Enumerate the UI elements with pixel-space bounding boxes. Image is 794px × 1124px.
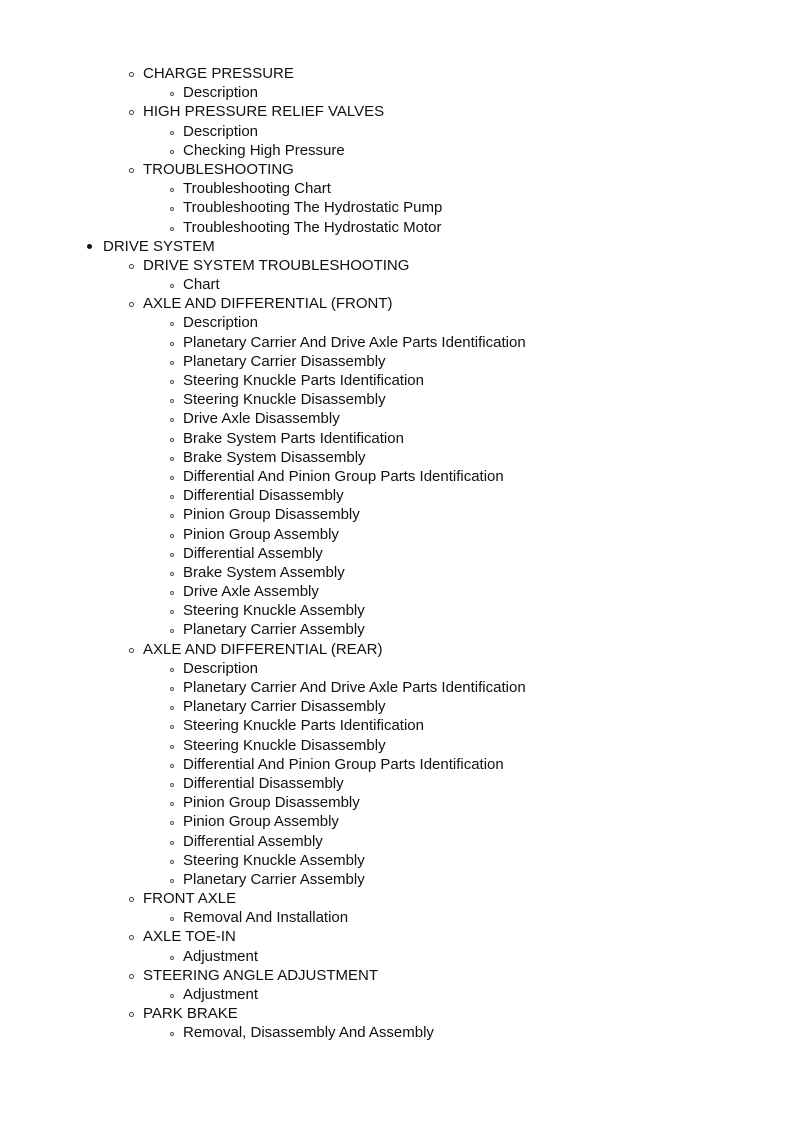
toc-entry-label: Removal, Disassembly And Assembly	[183, 1024, 434, 1042]
toc-subsection	[0, 64, 794, 83]
toc-entry-label: Steering Knuckle Disassembly	[183, 391, 386, 409]
toc-entry	[0, 83, 794, 102]
toc-entry	[0, 851, 794, 870]
toc-entry-label: Differential Disassembly	[183, 774, 344, 792]
toc-entry-label: Differential Assembly	[183, 544, 323, 562]
toc-entry	[0, 985, 794, 1004]
circle-bullet-icon	[170, 841, 174, 845]
toc-entry	[0, 908, 794, 927]
circle-bullet-icon	[170, 476, 174, 480]
toc-subsection	[0, 160, 794, 179]
circle-bullet-icon	[170, 227, 174, 231]
circle-bullet-icon	[170, 150, 174, 154]
circle-bullet-icon	[170, 92, 174, 96]
toc-entry-label: CHARGE PRESSURE	[143, 65, 294, 82]
toc-entry	[0, 352, 794, 371]
circle-bullet-icon	[129, 935, 134, 940]
circle-bullet-icon	[170, 725, 174, 729]
toc-entry-label: Checking High Pressure	[183, 141, 345, 159]
circle-bullet-icon	[170, 994, 174, 998]
toc-entry-label: Drive Axle Disassembly	[183, 410, 340, 428]
toc-entry-label: Brake System Assembly	[183, 563, 345, 581]
toc-entry	[0, 755, 794, 774]
toc-subsection	[0, 927, 794, 946]
toc-entry	[0, 582, 794, 601]
toc-entry-label: Pinion Group Assembly	[183, 813, 339, 831]
toc-subsection	[0, 256, 794, 275]
toc-entry	[0, 198, 794, 217]
toc-subsection	[0, 889, 794, 908]
toc-entry-label: Planetary Carrier Disassembly	[183, 698, 386, 716]
circle-bullet-icon	[170, 572, 174, 576]
toc-entry	[0, 620, 794, 639]
toc-entry-label: Planetary Carrier Disassembly	[183, 352, 386, 370]
circle-bullet-icon	[129, 264, 134, 269]
toc-subsection	[0, 294, 794, 313]
toc-entry	[0, 122, 794, 141]
circle-bullet-icon	[170, 821, 174, 825]
circle-bullet-icon	[170, 591, 174, 595]
circle-bullet-icon	[170, 284, 174, 288]
toc-entry-label: Steering Knuckle Assembly	[183, 851, 365, 869]
circle-bullet-icon	[170, 553, 174, 557]
circle-bullet-icon	[170, 610, 174, 614]
toc-entry	[0, 313, 794, 332]
toc-entry	[0, 697, 794, 716]
circle-bullet-icon	[170, 418, 174, 422]
toc-entry-label: AXLE AND DIFFERENTIAL (REAR)	[143, 640, 383, 658]
table-of-contents	[0, 64, 794, 1043]
toc-subsection	[0, 102, 794, 121]
toc-entry-label: DRIVE SYSTEM TROUBLESHOOTING	[143, 256, 410, 274]
circle-bullet-icon	[170, 380, 174, 384]
disc-bullet-icon	[87, 244, 92, 249]
toc-subsection	[0, 640, 794, 659]
toc-entry	[0, 218, 794, 237]
circle-bullet-icon	[170, 188, 174, 192]
circle-bullet-icon	[170, 495, 174, 499]
toc-entry	[0, 409, 794, 428]
toc-entry-label: Brake System Parts Identification	[183, 429, 404, 447]
toc-entry	[0, 716, 794, 735]
toc-entry-label: Description	[183, 84, 259, 102]
circle-bullet-icon	[170, 706, 174, 710]
toc-entry-label: Brake System Disassembly	[183, 448, 366, 466]
toc-entry-label: PARK BRAKE	[143, 1005, 238, 1023]
toc-entry-label: Steering Knuckle Parts Identification	[183, 372, 424, 389]
toc-entry	[0, 659, 794, 678]
toc-entry-label: Description	[183, 314, 259, 332]
toc-entry-label: Differential Assembly	[183, 832, 323, 850]
toc-entry	[0, 333, 794, 352]
toc-entry-label: Differential And Pinion Group Parts Identification	[183, 755, 504, 773]
circle-bullet-icon	[170, 917, 174, 921]
toc-section	[0, 237, 794, 256]
toc-entry	[0, 947, 794, 966]
toc-entry-label: AXLE AND DIFFERENTIAL (FRONT)	[143, 295, 393, 313]
toc-entry	[0, 793, 794, 812]
toc-entry-label: Steering Knuckle Assembly	[183, 602, 365, 620]
circle-bullet-icon	[170, 668, 174, 672]
toc-entry	[0, 1023, 794, 1042]
circle-bullet-icon	[170, 399, 174, 403]
toc-entry	[0, 563, 794, 582]
toc-entry-label: AXLE TOE-IN	[143, 928, 236, 946]
circle-bullet-icon	[129, 897, 134, 902]
toc-entry-label: Description	[183, 659, 259, 677]
circle-bullet-icon	[170, 745, 174, 749]
circle-bullet-icon	[170, 783, 174, 787]
toc-entry	[0, 525, 794, 544]
circle-bullet-icon	[170, 322, 174, 326]
toc-entry-label: Removal And Installation	[183, 909, 349, 927]
toc-entry	[0, 505, 794, 524]
toc-entry-label: Troubleshooting The Hydrostatic Motor	[183, 218, 442, 236]
circle-bullet-icon	[170, 534, 174, 538]
toc-entry	[0, 832, 794, 851]
toc-entry-label: Steering Knuckle Disassembly	[183, 736, 386, 754]
toc-entry-label: FRONT AXLE	[143, 890, 237, 908]
circle-bullet-icon	[170, 629, 174, 633]
toc-entry	[0, 601, 794, 620]
circle-bullet-icon	[170, 131, 174, 135]
toc-entry-label: Pinion Group Assembly	[183, 525, 339, 543]
toc-entry	[0, 544, 794, 563]
circle-bullet-icon	[129, 110, 134, 115]
toc-entry-label: Planetary Carrier And Drive Axle Parts Identification	[183, 679, 526, 696]
toc-entry-label: HIGH PRESSURE RELIEF VALVES	[143, 103, 385, 121]
toc-entry-label: Differential Disassembly	[183, 487, 344, 505]
circle-bullet-icon	[129, 1012, 134, 1017]
toc-entry	[0, 275, 794, 294]
toc-entry-label: Drive Axle Assembly	[183, 583, 319, 601]
circle-bullet-icon	[170, 342, 174, 346]
toc-entry-label: Planetary Carrier Assembly	[183, 870, 365, 888]
circle-bullet-icon	[129, 648, 134, 653]
toc-entry-label: Adjustment	[183, 986, 259, 1003]
toc-entry-label: Troubleshooting Chart	[183, 180, 331, 198]
toc-entry	[0, 486, 794, 505]
circle-bullet-icon	[170, 207, 174, 211]
toc-list	[0, 64, 794, 1043]
toc-entry	[0, 390, 794, 409]
circle-bullet-icon	[170, 1032, 174, 1036]
toc-entry-label: Description	[183, 122, 259, 140]
toc-entry-label: STEERING ANGLE ADJUSTMENT	[143, 966, 379, 984]
toc-entry-label: TROUBLESHOOTING	[143, 160, 294, 178]
circle-bullet-icon	[129, 72, 134, 77]
circle-bullet-icon	[170, 764, 174, 768]
toc-entry-label: Differential And Pinion Group Parts Identification	[183, 467, 504, 485]
circle-bullet-icon	[170, 860, 174, 864]
circle-bullet-icon	[170, 879, 174, 883]
toc-entry-label: DRIVE SYSTEM	[103, 237, 215, 255]
toc-entry	[0, 774, 794, 793]
toc-entry	[0, 179, 794, 198]
toc-entry-label: Chart	[183, 276, 220, 294]
toc-subsection	[0, 1004, 794, 1023]
toc-entry	[0, 467, 794, 486]
circle-bullet-icon	[170, 361, 174, 365]
circle-bullet-icon	[170, 438, 174, 442]
toc-entry	[0, 812, 794, 831]
toc-entry-label: Planetary Carrier And Drive Axle Parts Identification	[183, 333, 526, 351]
toc-entry	[0, 870, 794, 889]
toc-entry-label: Planetary Carrier Assembly	[183, 621, 365, 639]
toc-entry	[0, 141, 794, 160]
toc-entry	[0, 429, 794, 448]
toc-entry-label: Troubleshooting The Hydrostatic Pump	[183, 199, 443, 217]
circle-bullet-icon	[170, 687, 174, 691]
toc-entry	[0, 736, 794, 755]
toc-subsection	[0, 966, 794, 985]
circle-bullet-icon	[129, 302, 134, 307]
circle-bullet-icon	[170, 802, 174, 806]
toc-entry	[0, 678, 794, 697]
toc-entry	[0, 448, 794, 467]
circle-bullet-icon	[170, 514, 174, 518]
circle-bullet-icon	[170, 457, 174, 461]
circle-bullet-icon	[129, 974, 134, 979]
toc-entry	[0, 371, 794, 390]
toc-entry-label: Steering Knuckle Parts Identification	[183, 717, 424, 735]
toc-entry-label: Pinion Group Disassembly	[183, 794, 360, 812]
circle-bullet-icon	[170, 956, 174, 960]
toc-entry-label: Adjustment	[183, 947, 259, 965]
toc-entry-label: Pinion Group Disassembly	[183, 506, 360, 524]
circle-bullet-icon	[129, 168, 134, 173]
